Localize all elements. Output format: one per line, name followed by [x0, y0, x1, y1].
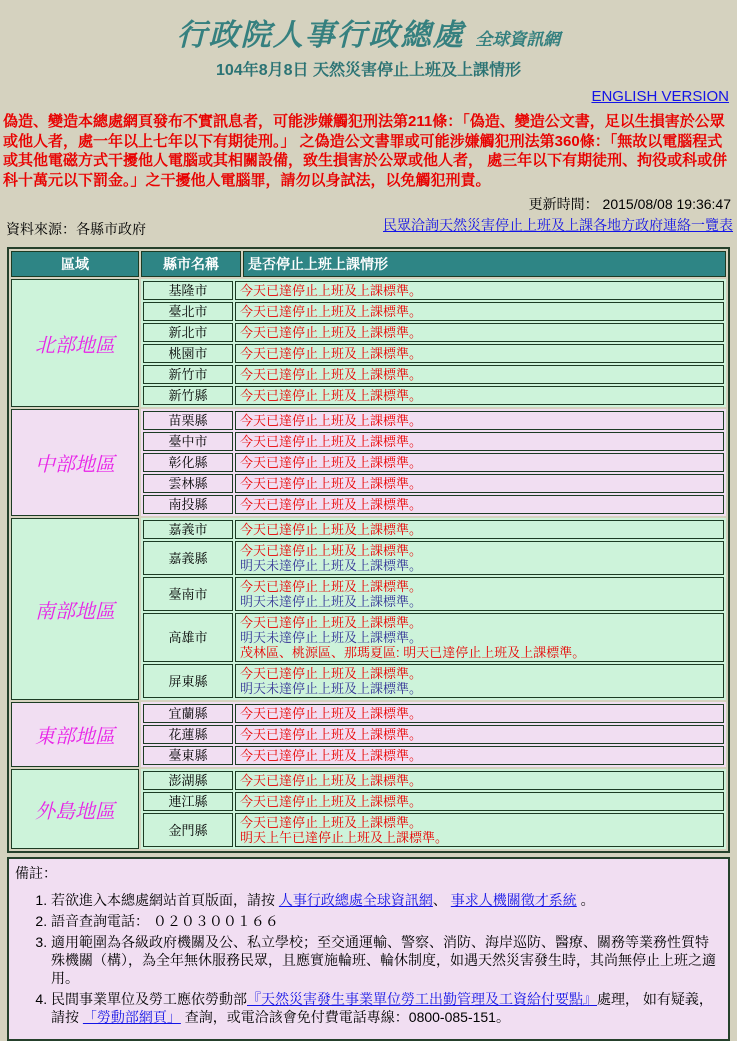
- forgery-warning-text: 偽造、變造本總處網頁發布不實訊息者，可能涉嫌觸犯刑法第211條：「偽造、變造公文書，足以生損害於公眾或他人者，處一年以上七年以下有期徒刑。」 之偽造公文書罪或可能涉嫌觸犯刑法第360條：「無故以電腦程式或其他電磁方式干擾他人電腦或其相關設備，致生損害於公眾或他人者， 處三年以下有期徒刑、拘役或科或併科十萬元以下罰金。」之干擾他人電腦罪，請勿以身試法，以免觸犯刑責。: [3, 113, 728, 189]
- status-line: 今天已達停止上班及上課標準。: [240, 434, 423, 449]
- note-link[interactable]: 事求人機關徵才系統: [450, 892, 577, 908]
- region-row: [11, 409, 726, 516]
- table-row: [143, 577, 724, 611]
- notes-box: [7, 857, 730, 1041]
- region-label: 外島地區: [11, 769, 139, 849]
- city-cell: 臺中市: [143, 432, 233, 451]
- region-row: [11, 518, 726, 700]
- city-cell: 連江縣: [143, 792, 233, 811]
- region-inner-table: [141, 409, 726, 516]
- site-title: 行政院人事行政總處: [176, 19, 465, 52]
- city-cell: 金門縣: [143, 813, 233, 847]
- region-rows-container: [141, 702, 726, 767]
- note-text: 語音查詢電話： ０２０３００１６６: [51, 913, 279, 929]
- region-label: 東部地區: [11, 702, 139, 767]
- status-cell: [235, 520, 724, 539]
- table-row: [143, 495, 724, 514]
- site-title-suffix: 全球資訊網: [475, 30, 561, 49]
- city-cell: 桃園市: [143, 344, 233, 363]
- status-line: 明天未達停止上班及上課標準。: [240, 594, 423, 609]
- status-cell: [235, 323, 724, 342]
- table-row: [143, 704, 724, 723]
- status-cell: [235, 474, 724, 493]
- city-cell: 臺北市: [143, 302, 233, 321]
- city-cell: 宜蘭縣: [143, 704, 233, 723]
- city-cell: 臺南市: [143, 577, 233, 611]
- note-text: 適用範圍為各級政府機關及公、私立學校；至交通運輸、警察、消防、海岸巡防、醫療、關務等業務性質特殊機關（構），為全年無休服務民眾，且應實施輪班、輪休制度，如遇天然災害發生時，其尚無停止上班之適用。: [51, 934, 716, 986]
- status-cell: [235, 453, 724, 472]
- region-rows-container: [141, 279, 726, 407]
- table-row: [143, 541, 724, 575]
- region-inner-table: [141, 769, 726, 849]
- status-line: 今天已達停止上班及上課標準。: [240, 579, 423, 594]
- status-cell: [235, 746, 724, 765]
- status-cell: [235, 577, 724, 611]
- city-cell: 彰化縣: [143, 453, 233, 472]
- status-line: 今天已達停止上班及上課標準。: [240, 794, 423, 809]
- status-cell: [235, 302, 724, 321]
- note-text: 。: [576, 892, 595, 908]
- table-row: [143, 474, 724, 493]
- status-table-body: [11, 279, 726, 849]
- status-line: 今天已達停止上班及上課標準。: [240, 727, 423, 742]
- region-inner-table: [141, 702, 726, 767]
- status-line: 今天已達停止上班及上課標準。: [240, 413, 423, 428]
- note-item: [51, 990, 720, 1026]
- status-cell: [235, 792, 724, 811]
- status-line: 今天已達停止上班及上課標準。: [240, 543, 423, 558]
- table-row: [143, 302, 724, 321]
- note-text: 、: [432, 892, 451, 908]
- table-row: [143, 323, 724, 342]
- status-line: 明天上午已達停止上班及上課標準。: [240, 830, 449, 845]
- status-line: 今天已達停止上班及上課標準。: [240, 522, 423, 537]
- table-row: [143, 344, 724, 363]
- status-line: 今天已達停止上班及上課標準。: [240, 666, 423, 681]
- status-cell: [235, 813, 724, 847]
- col-header-region: 區域: [11, 251, 139, 277]
- status-cell: [235, 704, 724, 723]
- page-subtitle: 104年8月8日 天然災害停止上班及上課情形: [216, 62, 521, 79]
- notes-list: [15, 891, 720, 1026]
- note-text: 若欲進入本總處網站首頁版面，請按: [51, 892, 279, 908]
- table-row: [143, 365, 724, 384]
- suspension-status-table: [7, 247, 730, 853]
- region-label: 南部地區: [11, 518, 139, 700]
- status-line: 明天未達停止上班及上課標準。: [240, 558, 423, 573]
- status-cell: [235, 495, 724, 514]
- status-cell: [235, 725, 724, 744]
- note-text: 查詢，或電洽該會免付費電話專線：0800-085-151。: [180, 1009, 510, 1025]
- status-cell: [235, 613, 724, 662]
- city-cell: 雲林縣: [143, 474, 233, 493]
- table-row: [143, 411, 724, 430]
- table-row: [143, 813, 724, 847]
- status-line: 今天已達停止上班及上課標準。: [240, 455, 423, 470]
- region-label: 中部地區: [11, 409, 139, 516]
- table-row: [143, 613, 724, 662]
- status-line: 今天已達停止上班及上課標準。: [240, 815, 423, 830]
- city-cell: 屏東縣: [143, 664, 233, 698]
- english-version-row: [0, 80, 737, 106]
- table-row: [143, 453, 724, 472]
- status-line: 今天已達停止上班及上課標準。: [240, 346, 423, 361]
- masthead: [0, 0, 737, 80]
- note-link[interactable]: 人事行政總處全球資訊網: [278, 892, 433, 908]
- status-cell: [235, 771, 724, 790]
- status-cell: [235, 386, 724, 405]
- status-table-header: [11, 251, 726, 277]
- region-inner-table: [141, 518, 726, 700]
- status-line: 今天已達停止上班及上課標準。: [240, 367, 423, 382]
- notes-label: 備註：: [15, 865, 57, 881]
- status-line: 今天已達停止上班及上課標準。: [240, 283, 423, 298]
- status-line: 今天已達停止上班及上課標準。: [240, 706, 423, 721]
- table-row: [143, 771, 724, 790]
- city-cell: 澎湖縣: [143, 771, 233, 790]
- city-cell: 南投縣: [143, 495, 233, 514]
- note-item: [51, 891, 720, 909]
- status-line: 今天已達停止上班及上課標準。: [240, 615, 423, 630]
- col-header-city: 縣市名稱: [141, 251, 241, 277]
- region-label: 北部地區: [11, 279, 139, 407]
- city-cell: 嘉義縣: [143, 541, 233, 575]
- status-line: 今天已達停止上班及上課標準。: [240, 388, 423, 403]
- update-time: 更新時間： 2015/08/08 19:36:47: [528, 196, 731, 212]
- status-cell: [235, 541, 724, 575]
- city-cell: 高雄市: [143, 613, 233, 662]
- city-cell: 新竹縣: [143, 386, 233, 405]
- region-inner-table: [141, 279, 726, 407]
- note-item: [51, 933, 720, 987]
- table-row: [143, 792, 724, 811]
- status-line: 明天未達停止上班及上課標準。: [240, 681, 423, 696]
- note-text: 民間事業單位及勞工應依勞動部: [51, 991, 247, 1007]
- table-row: [143, 281, 724, 300]
- status-cell: [235, 432, 724, 451]
- note-item: [51, 912, 720, 930]
- table-row: [143, 520, 724, 539]
- status-line: 今天已達停止上班及上課標準。: [240, 773, 423, 788]
- city-cell: 花蓮縣: [143, 725, 233, 744]
- status-line: 茂林區、桃源區、那瑪夏區: 明天已達停止上班及上課標準。: [240, 645, 586, 660]
- city-cell: 苗栗縣: [143, 411, 233, 430]
- region-row: [11, 702, 726, 767]
- city-cell: 基隆市: [143, 281, 233, 300]
- city-cell: 臺東縣: [143, 746, 233, 765]
- status-line: 今天已達停止上班及上課標準。: [240, 476, 423, 491]
- status-line: 今天已達停止上班及上課標準。: [240, 497, 423, 512]
- table-row: [143, 432, 724, 451]
- city-cell: 嘉義市: [143, 520, 233, 539]
- status-cell: [235, 365, 724, 384]
- note-text: 處理， 如有疑義，請按: [51, 991, 713, 1025]
- status-cell: [235, 411, 724, 430]
- region-rows-container: [141, 409, 726, 516]
- status-line: 今天已達停止上班及上課標準。: [240, 304, 423, 319]
- status-line: 今天已達停止上班及上課標準。: [240, 748, 423, 763]
- table-row: [143, 725, 724, 744]
- city-cell: 新竹市: [143, 365, 233, 384]
- region-rows-container: [141, 769, 726, 849]
- status-cell: [235, 281, 724, 300]
- city-cell: 新北市: [143, 323, 233, 342]
- status-line: 明天未達停止上班及上課標準。: [240, 630, 423, 645]
- status-cell: [235, 664, 724, 698]
- local-government-contact-link[interactable]: 民眾洽詢天然災害停止上班及上課各地方政府連絡一覽表: [383, 217, 733, 233]
- data-source: 資料來源：各縣市政府: [6, 221, 146, 237]
- status-line: 今天已達停止上班及上課標準。: [240, 325, 423, 340]
- table-row: [143, 664, 724, 698]
- table-row: [143, 746, 724, 765]
- region-row: [11, 279, 726, 407]
- note-link[interactable]: 「勞動部網頁」: [82, 1009, 181, 1025]
- status-cell: [235, 344, 724, 363]
- note-link[interactable]: 『天然災害發生事業單位勞工出勤管理及工資給付要點』: [247, 991, 597, 1007]
- region-row: [11, 769, 726, 849]
- region-rows-container: [141, 518, 726, 700]
- table-row: [143, 386, 724, 405]
- col-header-status: 是否停止上班上課情形: [243, 251, 726, 277]
- english-version-link[interactable]: ENGLISH VERSION: [591, 88, 729, 105]
